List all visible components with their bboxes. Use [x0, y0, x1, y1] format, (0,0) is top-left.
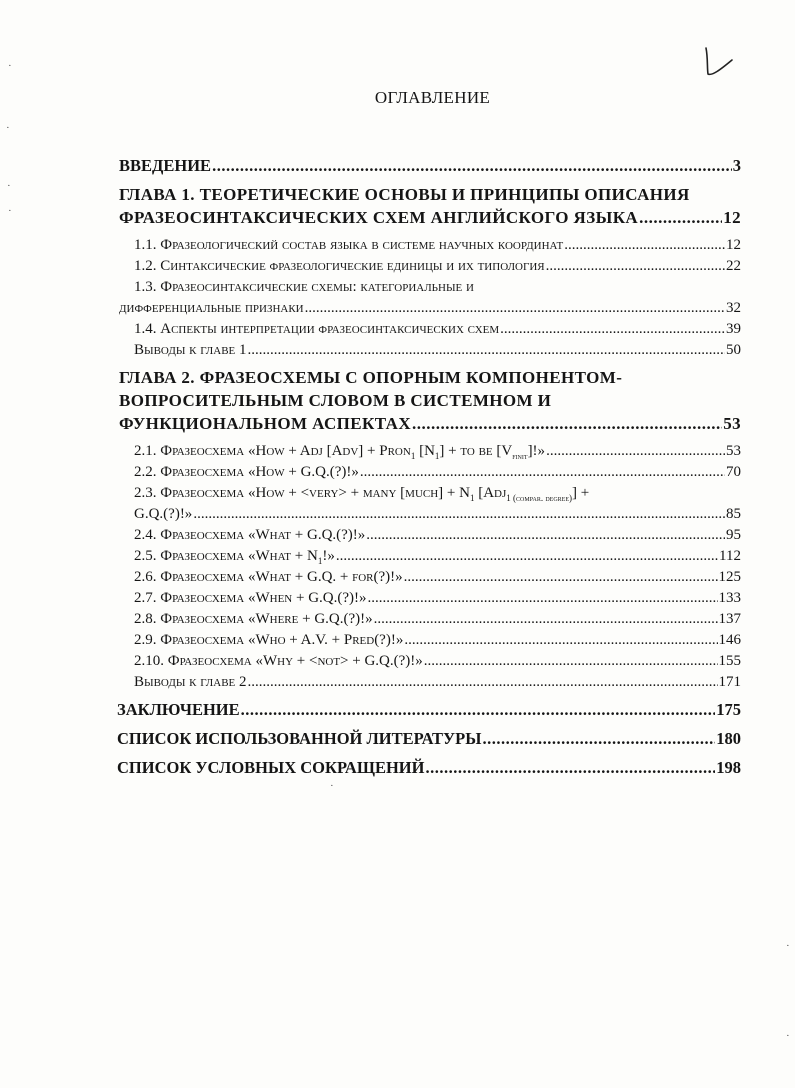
page-title: ОГЛАВЛЕНИЕ: [374, 88, 491, 107]
scan-speck: ·: [330, 780, 334, 792]
formula-part: 2.5. Фразеосхема «What + N: [134, 548, 318, 564]
toc-section-label: 2.4. Фразеосхема «What + G.Q.(?)!»: [134, 527, 366, 543]
toc-section-label: 1.4. Аспекты интерпретации фразеосинтаксических схем: [134, 321, 500, 337]
dot-leader: [546, 258, 725, 275]
toc-section-label: G.Q.(?)!»: [134, 506, 193, 522]
toc-entry-section-1-4[interactable]: [134, 321, 741, 338]
toc-section-label: [134, 548, 335, 566]
formula-part: ] +: [571, 485, 590, 501]
scan-speck: ·: [786, 940, 790, 952]
toc-entry-section-2-5[interactable]: [134, 548, 741, 566]
formula-part: «How + <very> + many [much] + N: [247, 485, 470, 501]
chapter-2-heading-line-2: ВОПРОСИТЕЛЬНЫМ СЛОВОМ В СИСТЕМНОМ И: [119, 391, 552, 410]
toc-entry-label: ЗАКЛЮЧЕНИЕ: [117, 700, 240, 719]
chapter-2-heading-line-1: ГЛАВА 2. ФРАЗЕОСХЕМЫ С ОПОРНЫМ КОМПОНЕНТОМ-: [119, 368, 623, 387]
toc-section-label: 2.9. Фразеосхема «Who + A.V. + Pred(?)!»: [134, 632, 404, 648]
chapter-1-heading-line-2: ФРАЗЕОСИНТАКСИЧЕСКИХ СХЕМ АНГЛИЙСКОГО ЯЗЫКА: [119, 208, 639, 227]
toc-page-number: 22: [726, 258, 741, 274]
scan-speck: ·: [7, 180, 11, 192]
toc-entry-section-2-9[interactable]: [134, 632, 741, 649]
dot-leader: [404, 632, 717, 649]
dot-leader: [404, 569, 718, 586]
toc-entry-label: ВВЕДЕНИЕ: [119, 156, 212, 175]
toc-section-1-3-line-1: 1.3. Фразеосинтаксические схемы: категориальные и: [134, 279, 474, 295]
dot-leader: [639, 208, 722, 228]
dot-leader: [412, 414, 722, 434]
toc-page-number: 133: [718, 590, 741, 606]
formula-subscript: 1: [410, 451, 416, 461]
toc-page-number: 3: [732, 156, 741, 175]
section-number: 2.1.: [134, 443, 157, 459]
toc-entry-section-2-2[interactable]: [134, 464, 741, 481]
dot-leader: [374, 611, 718, 628]
toc-entry-section-2-8[interactable]: [134, 611, 741, 628]
toc-entry-section-2-10[interactable]: [134, 653, 741, 670]
toc-entry-section-1-2[interactable]: [134, 258, 741, 275]
scan-speck: ·: [8, 205, 12, 217]
toc-page-number: 50: [726, 342, 741, 358]
toc-entry-introduction[interactable]: [119, 156, 741, 176]
toc-section-label: дифференциальные признаки: [119, 300, 304, 316]
toc-page-number: 171: [718, 674, 741, 690]
dot-leader: [425, 758, 715, 778]
toc-entry-label: СПИСОК ИСПОЛЬЗОВАННОЙ ЛИТЕРАТУРЫ: [117, 729, 482, 748]
toc-entry-section-2-1[interactable]: [134, 443, 741, 461]
formula-part: ] + to be [V: [439, 443, 513, 459]
formula-part: [N: [415, 443, 435, 459]
toc-page-number: 12: [723, 208, 741, 227]
toc-page-number: 53: [723, 414, 741, 433]
chapter-2-heading-line-3: ФУНКЦИОНАЛЬНОМ АСПЕКТАХ: [119, 414, 411, 433]
toc-page-number: 70: [726, 464, 741, 480]
toc-section-label: [134, 443, 545, 461]
dot-leader: [212, 156, 732, 176]
dot-leader: [366, 527, 725, 544]
toc-page-number: 125: [718, 569, 741, 585]
toc-section-label: Выводы к главе 2: [134, 674, 247, 690]
dot-leader: [305, 300, 725, 317]
toc-entry-section-2-7[interactable]: [134, 590, 741, 607]
toc-entry-abbreviations[interactable]: [117, 758, 741, 778]
formula-subscript: 1: [434, 451, 440, 461]
section-word: Фразеосхема: [160, 443, 245, 459]
dot-leader: [248, 674, 718, 691]
toc-page-number: 85: [726, 506, 741, 522]
toc-page-number: 155: [718, 653, 741, 669]
dot-leader: [546, 443, 725, 460]
dot-leader: [500, 321, 725, 338]
toc-section-label: Выводы к главе 1: [134, 342, 247, 358]
scan-speck: ·: [8, 60, 12, 72]
toc-entry-chapter-1[interactable]: [119, 208, 741, 228]
dot-leader: [482, 729, 715, 749]
toc-page-number: 146: [718, 632, 741, 648]
dot-leader: [193, 506, 725, 523]
formula-subscript: finit: [512, 451, 528, 461]
dot-leader: [248, 342, 725, 359]
toc-entry-section-2-4[interactable]: [134, 527, 741, 544]
toc-page-number: 137: [718, 611, 741, 627]
toc-entry-section-2-6[interactable]: [134, 569, 741, 586]
toc-page-number: 112: [719, 548, 741, 564]
toc-page-number: 12: [726, 237, 741, 253]
dot-leader: [360, 464, 725, 481]
toc-entry-conclusion[interactable]: [117, 700, 741, 720]
chapter-1-heading-line-1: ГЛАВА 1. ТЕОРЕТИЧЕСКИЕ ОСНОВЫ И ПРИНЦИПЫ ОПИСАНИЯ: [119, 185, 690, 204]
dot-leader: [564, 237, 725, 254]
toc-page-number: 53: [726, 443, 741, 459]
toc-section-label: 1.1. Фразеологический состав языка в системе научных координат: [134, 237, 564, 253]
section-number: 2.3.: [134, 485, 157, 501]
toc-page-number: 95: [726, 527, 741, 543]
toc-page-number: 180: [716, 729, 741, 748]
toc-entry-section-1-3[interactable]: [119, 300, 741, 317]
toc-section-label: 2.2. Фразеосхема «How + G.Q.(?)!»: [134, 464, 359, 480]
toc-section-label: 2.10. Фразеосхема «Why + <not> + G.Q.(?)!»: [134, 653, 423, 669]
formula-subscript: 1 (compar. degree): [506, 493, 572, 503]
toc-page-number: 32: [726, 300, 741, 316]
toc-entry-section-1-1[interactable]: [134, 237, 741, 254]
toc-page-number: 39: [726, 321, 741, 337]
formula-part: [Adj: [474, 485, 507, 501]
toc-entry-section-2-3[interactable]: [134, 506, 741, 523]
dot-leader: [368, 590, 718, 607]
formula-part: !»: [322, 548, 335, 564]
formula-part: ]!»: [527, 443, 546, 459]
toc-entry-chapter-2[interactable]: [119, 414, 741, 434]
toc-section-label: 2.6. Фразеосхема «What + G.Q. + for(?)!»: [134, 569, 403, 585]
section-word: Фразеосхема: [160, 485, 245, 501]
toc-section-2-3-line-1: [134, 485, 589, 503]
handwritten-mark-icon: [698, 44, 738, 82]
dot-leader: [424, 653, 718, 670]
formula-subscript: 1: [317, 556, 323, 566]
toc-entry-references[interactable]: [117, 729, 741, 749]
formula-subscript: 1: [469, 493, 475, 503]
toc-section-label: 1.2. Синтаксические фразеологические единицы и их типология: [134, 258, 545, 274]
scan-speck: ·: [786, 1030, 790, 1042]
toc-section-label: 2.8. Фразеосхема «Where + G.Q.(?)!»: [134, 611, 373, 627]
toc-entry-conclusions-2[interactable]: [134, 674, 741, 691]
formula-part: «How + Adj [Adv] + Pron: [247, 443, 411, 459]
dot-leader: [241, 700, 716, 720]
toc-entry-label: СПИСОК УСЛОВНЫХ СОКРАЩЕНИЙ: [117, 758, 425, 777]
toc-page-number: 198: [716, 758, 741, 777]
dot-leader: [336, 548, 718, 565]
toc-entry-conclusions-1[interactable]: [134, 342, 741, 359]
toc-section-label: 2.7. Фразеосхема «When + G.Q.(?)!»: [134, 590, 367, 606]
toc-page-number: 175: [716, 700, 741, 719]
scan-speck: ·: [6, 122, 10, 134]
